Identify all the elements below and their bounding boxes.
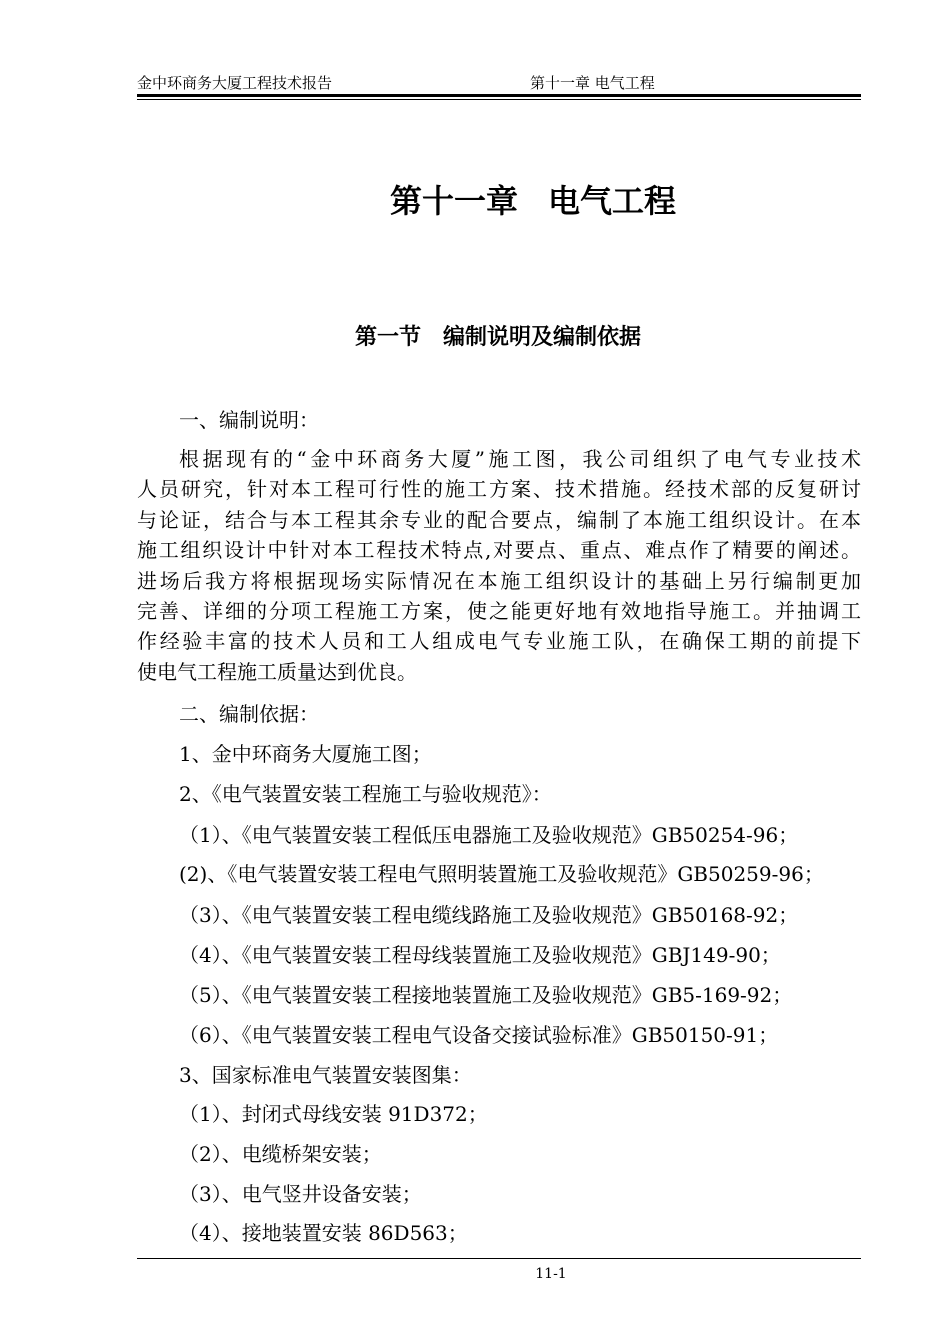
paragraph-line: 作经验丰富的技术人员和工人组成电气专业施工队，在确保工期的前提下 <box>137 629 861 654</box>
list-item: 1、金中环商务大厦施工图； <box>179 742 432 766</box>
paragraph-line: 使电气工程施工质量达到优良。 <box>137 659 417 684</box>
list-item: （5）、《电气装置安装工程接地装置施工及验收规范》GB5-169-92； <box>179 983 793 1007</box>
list-item: （3）、电气竖井设备安装； <box>179 1182 422 1206</box>
paragraph-line: 进场后我方将根据现场实际情况在本施工组织设计的基础上另行编制更加 <box>137 568 861 593</box>
part1-heading: 一、编制说明： <box>179 408 319 432</box>
page-number: 11-1 <box>535 1266 567 1282</box>
chapter-title <box>0 176 950 222</box>
paragraph-line: 根据现有的“金中环商务大厦”施工图，我公司组织了电气专业技术 <box>179 447 861 471</box>
list-item: （6）、《电气装置安装工程电气设备交接试验标准》GB50150-91； <box>179 1023 779 1047</box>
chapter-name: 电气工程 <box>548 182 677 220</box>
page-header <box>137 70 861 96</box>
section-title <box>0 320 950 351</box>
header-chapter-title: 第十一章 电气工程 <box>530 74 655 92</box>
list-item: （1）、《电气装置安装工程低压电器施工及验收规范》GB50254-96； <box>179 823 799 847</box>
header-rule-thick <box>137 94 861 97</box>
section-name: 编制说明及编制依据 <box>443 325 642 350</box>
list-item: 3、国家标准电气装置安装图集： <box>179 1063 472 1087</box>
list-item: （1）、封闭式母线安装 91D372； <box>179 1102 488 1126</box>
paragraph-line: 人员研究，针对本工程可行性的施工方案、技术措施。经技术部的反复研讨 <box>137 477 861 502</box>
list-item: (2)、《电气装置安装工程电气照明装置施工及验收规范》GB50259-96； <box>179 862 824 886</box>
paragraph-line: 完善、详细的分项工程施工方案，使之能更好地有效地指导施工。并抽调工 <box>137 598 861 623</box>
list-item: 2、《电气装置安装工程施工与验收规范》： <box>179 782 552 806</box>
paragraph-line: 施工组织设计中针对本工程技术特点,对要点、重点、难点作了精要的阐述。 <box>137 538 861 563</box>
section-number: 第一节 <box>354 325 421 350</box>
list-item: （4）、接地装置安装 86D563； <box>179 1221 468 1245</box>
header-report-title: 金中环商务大厦工程技术报告 <box>137 74 333 92</box>
list-item: （2）、电缆桥架安装； <box>179 1142 382 1166</box>
chapter-number: 第十一章 <box>389 182 518 220</box>
part2-heading: 二、编制依据： <box>179 702 319 726</box>
list-item: （3）、《电气装置安装工程电缆线路施工及验收规范》GB50168-92； <box>179 903 799 927</box>
footer-rule <box>137 1258 861 1259</box>
header-rule-thin <box>137 99 861 100</box>
part1-paragraph <box>137 444 861 687</box>
paragraph-line: 与论证，结合与本工程其余专业的配合要点，编制了本施工组织设计。在本 <box>137 507 861 532</box>
list-item: （4）、《电气装置安装工程母线装置施工及验收规范》GBJ149-90； <box>179 943 781 967</box>
